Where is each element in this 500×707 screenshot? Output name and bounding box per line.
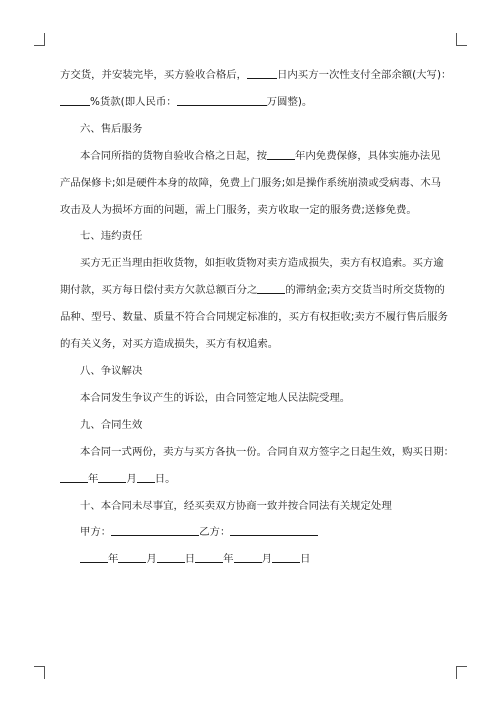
party-b-year-blank[interactable] [195, 552, 223, 563]
party-b-day-blank[interactable] [272, 552, 300, 563]
month-blank[interactable] [98, 472, 126, 483]
section-heading-misc: 十、本合同未尽事宜，经买卖双方协商一致并按合同法有关规定处理 [80, 500, 392, 512]
payment-amount-line: %货款(即人民币： 万圆整)。 [60, 95, 445, 109]
party-a-signature-blank[interactable] [111, 525, 199, 536]
year-blank[interactable] [60, 472, 88, 483]
signature-party-line: 甲方： 乙方： [80, 525, 445, 539]
party-b-signature-blank[interactable] [230, 525, 318, 536]
liability-text-line: 期付款，买方每日偿付卖方欠款总额百分之 的滞纳金;卖方交货当时所交货物的 [60, 284, 445, 296]
party-a-year-blank[interactable] [80, 552, 108, 563]
warranty-text-line: 攻击及人为损坏方面的问题，需上门服务，卖方收取一定的服务费;送修免费。 [60, 204, 417, 216]
section-heading-effect: 九、合同生效 [80, 419, 143, 431]
payment-text-line: 方交货，并安装完毕，买方验收合格后， 日内买方一次性支付全部余额(大写)： [60, 69, 452, 81]
section-heading-dispute: 八、争议解决 [80, 365, 143, 377]
rmb-amount-blank[interactable] [177, 95, 267, 106]
crop-mark-top-left [34, 33, 45, 46]
party-b-month-blank[interactable] [234, 552, 262, 563]
purchase-date-line: 年 月 日。 [60, 472, 445, 486]
crop-mark-bottom-right [456, 666, 467, 679]
section-heading-liability: 七、违约责任 [80, 230, 143, 242]
dispute-text-line: 本合同发生争议产生的诉讼，由合同签定地人民法院受理。 [80, 392, 351, 404]
warranty-text-line: 本合同所指的货物自验收合格之日起，按 年内免费保修，具体实施办法见 [80, 150, 441, 162]
liability-text-line: 的有关义务，对买方造成损失，买方有权追索。 [60, 338, 279, 350]
days-blank[interactable] [247, 68, 277, 79]
crop-mark-bottom-left [34, 666, 45, 679]
warranty-text-line: 产品保修卡;如是硬件本身的故障，免费上门服务;如是操作系统崩溃或受病毒、木马 [60, 177, 442, 189]
percent-blank[interactable] [60, 95, 90, 106]
warranty-years-blank[interactable] [267, 149, 295, 160]
section-heading-after-sales: 六、售后服务 [80, 123, 143, 135]
effect-text-line: 本合同一式两份，卖方与买方各执一份。合同自双方签字之日起生效，购买日期： [80, 446, 455, 458]
liability-text-line: 品种、型号、数量、质量不符合合同规定标准的，买方有权拒收;卖方不履行售后服务 [60, 311, 448, 323]
day-blank[interactable] [137, 472, 155, 483]
crop-mark-top-right [456, 33, 467, 46]
liability-text-line: 买方无正当理由拒收货物，如拒收货物对卖方造成损失，卖方有权追索。买方逾 [80, 257, 444, 269]
penalty-percent-blank[interactable] [257, 283, 285, 294]
party-a-day-blank[interactable] [157, 552, 185, 563]
party-a-month-blank[interactable] [118, 552, 146, 563]
signature-date-line: 年 月 日 年 月 日 [80, 552, 445, 566]
